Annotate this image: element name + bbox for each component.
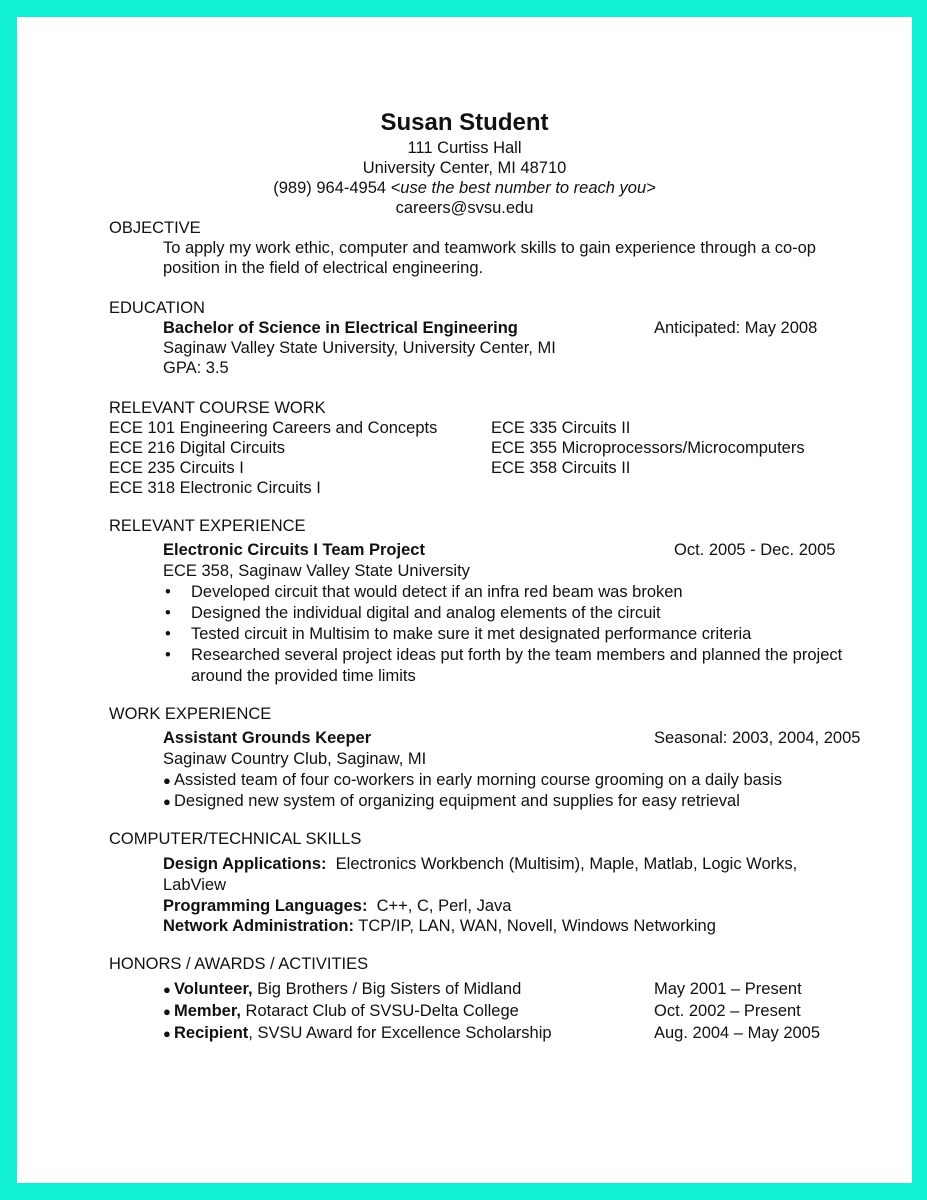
education-heading: EDUCATION [109, 299, 205, 317]
course-item: ECE 216 Digital Circuits [109, 439, 286, 457]
skill-label: Programming Languages: [163, 897, 368, 915]
work-heading: WORK EXPERIENCE [109, 705, 272, 723]
honor-item: ● Volunteer, Big Brothers / Big Sisters of Midland [163, 980, 522, 998]
experience-org: ECE 358, Saginaw Valley State University [163, 562, 470, 580]
skill-value: C++, C, Perl, Java [376, 897, 512, 915]
course-item: ECE 358 Circuits II [491, 459, 631, 477]
objective-heading: OBJECTIVE [109, 219, 201, 237]
course-item: ECE 335 Circuits II [491, 419, 631, 437]
experience-bullet: Researched several project ideas put forth by the team members and planned the project [191, 646, 843, 664]
experience-bullet: Designed the individual digital and analog elements of the circuit [191, 604, 661, 622]
course-item: ECE 101 Engineering Careers and Concepts [109, 419, 438, 437]
experience-bullet: Developed circuit that would detect if an infra red beam was broken [191, 583, 683, 601]
skills-heading: COMPUTER/TECHNICAL SKILLS [109, 830, 362, 848]
bullet-icon: ● [163, 773, 171, 788]
education-date: Anticipated: May 2008 [654, 319, 818, 337]
objective-line: To apply my work ethic, computer and teamwork skills to gain experience through a co-op [163, 239, 816, 257]
experience-bullet-continuation: around the provided time limits [191, 667, 416, 685]
skill-label: Network Administration: [163, 917, 354, 935]
bullet-icon: • [165, 583, 171, 601]
experience-bullet: Tested circuit in Multisim to make sure it met designated performance criteria [191, 625, 752, 643]
skill-value: Electronics Workbench (Multisim), Maple, Matlab, Logic Works, [335, 855, 798, 873]
course-item: ECE 235 Circuits I [109, 459, 244, 477]
experience-heading: RELEVANT EXPERIENCE [109, 517, 306, 535]
honor-item: ● Recipient, SVSU Award for Excellence Scholarship [163, 1024, 552, 1042]
phone-number: (989) 964-4954 [273, 179, 387, 197]
degree: Bachelor of Science in Electrical Engineering [163, 319, 518, 337]
course-item: ECE 355 Microprocessors/Microcomputers [491, 439, 805, 457]
bullet-icon: ● [163, 1004, 171, 1019]
email: careers@svsu.edu [395, 199, 534, 217]
honors-heading: HONORS / AWARDS / ACTIVITIES [109, 955, 369, 973]
phone-note: <use the best number to reach you> [390, 179, 656, 197]
course-item: ECE 318 Electronic Circuits I [109, 479, 321, 497]
bullet-icon: ● [163, 1026, 171, 1041]
work-bullet: ● Assisted team of four co-workers in early morning course grooming on a daily basis [163, 771, 783, 789]
bullet-icon: ● [163, 794, 171, 809]
objective-line: position in the field of electrical engineering. [163, 259, 484, 277]
work-date: Seasonal: 2003, 2004, 2005 [654, 729, 861, 747]
work-bullet: ● Designed new system of organizing equipment and supplies for easy retrieval [163, 792, 740, 810]
resume-page [17, 17, 912, 1183]
bullet-icon: • [165, 625, 171, 643]
bullet-icon: • [165, 646, 171, 664]
address-line-1: 111 Curtiss Hall [407, 139, 522, 157]
work-org: Saginaw Country Club, Saginaw, MI [163, 750, 427, 768]
phone-line [17, 178, 912, 198]
skill-network [163, 916, 716, 936]
work-title: Assistant Grounds Keeper [163, 729, 372, 747]
skill-programming [163, 896, 511, 916]
skill-design-continuation: LabView [163, 876, 226, 894]
applicant-name: Susan Student [380, 109, 549, 136]
honor-date: May 2001 – Present [654, 980, 802, 998]
address-line-2: University Center, MI 48710 [362, 159, 567, 177]
bullet-icon: • [165, 604, 171, 622]
honor-date: Aug. 2004 – May 2005 [654, 1024, 821, 1042]
experience-title: Electronic Circuits I Team Project [163, 541, 425, 559]
coursework-heading: RELEVANT COURSE WORK [109, 399, 326, 417]
honor-date: Oct. 2002 – Present [654, 1002, 801, 1020]
school: Saginaw Valley State University, University Center, MI [163, 339, 556, 357]
skill-value: TCP/IP, LAN, WAN, Novell, Windows Networking [358, 917, 716, 935]
skill-design [163, 854, 797, 874]
skill-label: Design Applications: [163, 855, 327, 873]
bullet-icon: ● [163, 982, 171, 997]
honor-item: ● Member, Rotaract Club of SVSU-Delta College [163, 1002, 519, 1020]
gpa: GPA: 3.5 [163, 359, 229, 377]
experience-date: Oct. 2005 - Dec. 2005 [674, 541, 836, 559]
